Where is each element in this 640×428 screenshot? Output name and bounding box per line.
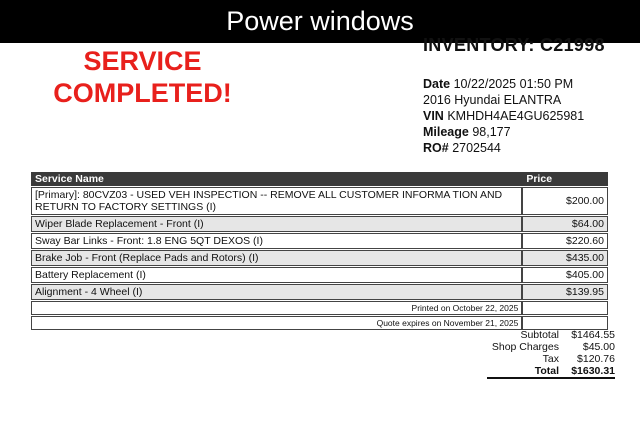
shop-charges-value: $45.00 — [582, 341, 615, 353]
vin-value: KMHDH4AE4GU625981 — [447, 109, 585, 123]
price-cell: $200.00 — [522, 187, 608, 215]
totals-block — [480, 329, 615, 379]
quote-expires-row — [31, 316, 608, 330]
price-cell: $435.00 — [522, 250, 608, 266]
subtotal-value: $1464.55 — [571, 329, 615, 341]
table-row — [31, 187, 608, 215]
service-completed-stamp — [30, 45, 255, 109]
shop-charges-label: Shop Charges — [491, 341, 559, 353]
service-name-header: Service Name — [31, 172, 522, 186]
printed-on-note: Printed on October 22, 2025 — [31, 301, 522, 315]
vin-label: VIN — [423, 109, 444, 123]
tax-row — [480, 353, 615, 365]
service-name-cell: Alignment - 4 Wheel (I) — [31, 284, 522, 300]
date-label: Date — [423, 77, 451, 91]
table-row — [31, 267, 608, 283]
quote-expires-note: Quote expires on November 21, 2025 — [31, 316, 522, 330]
service-table — [31, 171, 608, 331]
service-name-cell: Battery Replacement (I) — [31, 267, 522, 283]
status-line-1: SERVICE — [83, 46, 202, 76]
total-row — [487, 365, 615, 379]
date-value: 10/22/2025 01:50 PM — [453, 77, 574, 91]
blank-cell — [522, 316, 608, 330]
table-row — [31, 284, 608, 300]
price-header: Price — [522, 172, 608, 186]
price-cell: $220.60 — [522, 233, 608, 249]
table-header-row — [31, 172, 608, 186]
mileage-value: 98,177 — [472, 125, 511, 139]
ro-line — [423, 140, 584, 156]
vin-line — [423, 108, 584, 124]
mileage-line — [423, 124, 584, 140]
table-row — [31, 233, 608, 249]
printed-on-row — [31, 301, 608, 315]
inventory-number: INVENTORY: C21998 — [423, 35, 605, 55]
table-row — [31, 250, 608, 266]
service-name-cell: Wiper Blade Replacement - Front (I) — [31, 216, 522, 232]
service-name-cell: [Primary]: 80CVZ03 - USED VEH INSPECTION -- REMOVE ALL CUSTOMER INFORMA TION AND RETURN TO FACTORY SETTINGS (I) — [31, 187, 522, 215]
tax-value: $120.76 — [577, 353, 615, 365]
mileage-label: Mileage — [423, 125, 469, 139]
price-cell: $139.95 — [522, 284, 608, 300]
blank-cell — [522, 301, 608, 315]
shop-charges-row — [480, 341, 615, 353]
price-cell: $64.00 — [522, 216, 608, 232]
price-cell: $405.00 — [522, 267, 608, 283]
ro-value: 2702544 — [452, 141, 501, 155]
total-value: $1630.31 — [571, 365, 615, 377]
banner-title: Power windows — [226, 6, 414, 36]
vehicle-info — [423, 76, 584, 156]
total-label: Total — [534, 365, 559, 377]
tax-label: Tax — [542, 353, 559, 365]
subtotal-row — [480, 329, 615, 341]
table-row — [31, 216, 608, 232]
status-line-2: COMPLETED! — [53, 78, 232, 108]
service-name-cell: Sway Bar Links - Front: 1.8 ENG 5QT DEXOS (I) — [31, 233, 522, 249]
date-line — [423, 76, 584, 92]
subtotal-label: Subtotal — [520, 329, 559, 341]
ro-label: RO# — [423, 141, 449, 155]
vehicle-model: 2016 Hyundai ELANTRA — [423, 93, 562, 107]
service-name-cell: Brake Job - Front (Replace Pads and Rotors) (I) — [31, 250, 522, 266]
